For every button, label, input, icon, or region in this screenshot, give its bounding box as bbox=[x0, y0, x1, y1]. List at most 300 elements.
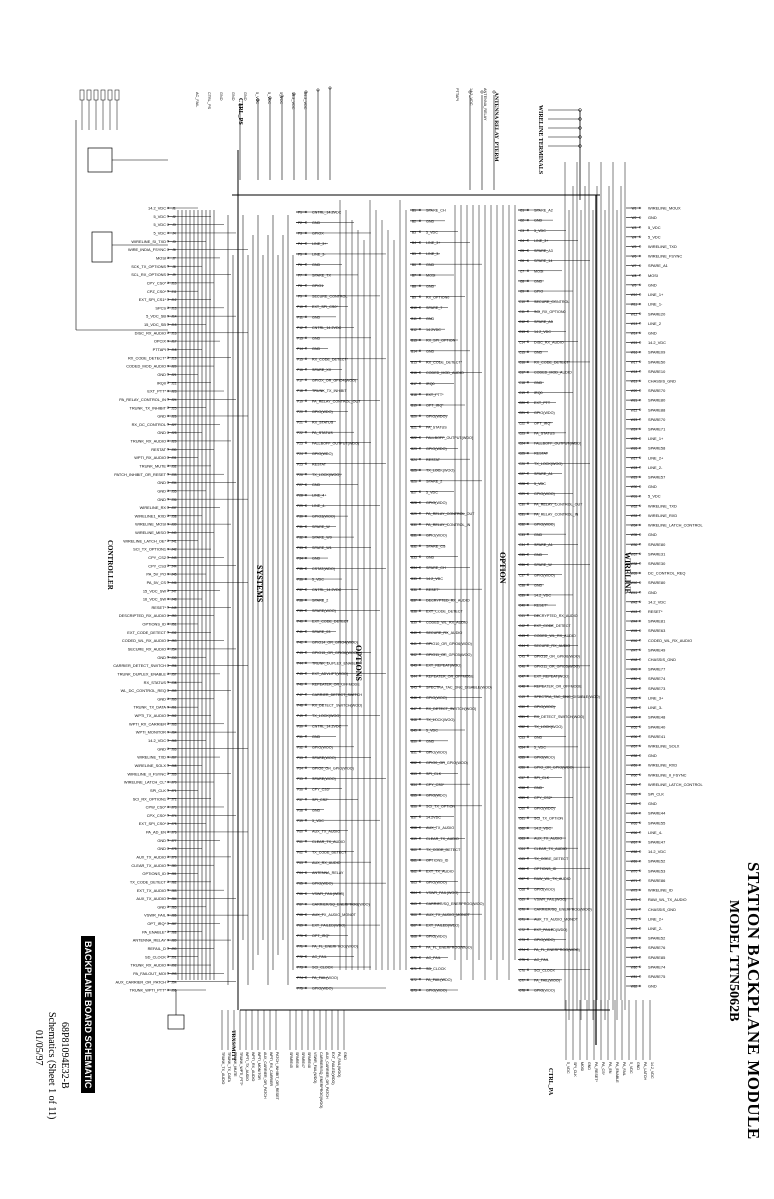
controller-pin-number: J72 bbox=[171, 797, 177, 802]
options-pin-number: B15 bbox=[411, 360, 417, 365]
options-pin-label: TX_LOCK(WOO) bbox=[426, 717, 455, 722]
systems-pin-number: P66 bbox=[297, 892, 303, 897]
systems-pin-number: P33 bbox=[297, 546, 303, 551]
controller-pin-number: J83 bbox=[171, 888, 177, 893]
option-pin-label: PA_RELAY_CONTROL_IN bbox=[534, 512, 579, 517]
systems-pin-number: P40 bbox=[297, 619, 303, 624]
controller-pin-number: J29 bbox=[171, 439, 177, 444]
controller-pin-label: SCL_RX_OPTIONS bbox=[131, 272, 166, 278]
controller-pin-number: J2 bbox=[172, 214, 176, 219]
systems-pin-label: FALLBOFF_OUTPUT(WDO) bbox=[312, 441, 360, 446]
systems-pin-label: EXT_SPI_CS0* bbox=[312, 304, 338, 309]
wireline-pin-label: GND bbox=[648, 589, 657, 595]
transmit-right-pin-label: PA_FAIL(WOO) bbox=[337, 1052, 341, 1078]
wireline-pin-label: WIRELINE_MOUX bbox=[648, 205, 681, 211]
wireline-pin-number: W13 bbox=[630, 321, 638, 326]
controller-pin-label: CPZ_CS0* bbox=[146, 288, 166, 294]
transmit-pin-label: TRUNK_MUTE bbox=[233, 1052, 237, 1077]
systems-pin-label: SPARE_XX bbox=[312, 367, 332, 372]
controller-pin-label: 14.2_VDC bbox=[148, 205, 166, 211]
wireline-pin-number: W72 bbox=[630, 888, 638, 893]
systems-pin-number: P47 bbox=[297, 692, 303, 697]
wireline-pin-label: SPARE71 bbox=[648, 426, 666, 432]
systems-pin-number: P27 bbox=[297, 483, 303, 488]
section-label-controller: CONTROLLER bbox=[106, 540, 114, 590]
transmit-right-pin-label: GND bbox=[343, 1052, 347, 1060]
options-pin-label: CODED_WL_RX_AUDIO bbox=[426, 620, 468, 625]
systems-pin-label: RX_STATUS bbox=[312, 420, 334, 425]
systems-pin-label: LINE_4+ bbox=[312, 493, 327, 498]
wireline-pin-number: W44 bbox=[630, 619, 638, 624]
wireline-pin-label: SPARE73 bbox=[648, 685, 666, 691]
systems-pin-number: P19 bbox=[297, 399, 303, 404]
option-pin-label: GPIO(WDO) bbox=[534, 411, 555, 416]
controller-pin-label: GND bbox=[157, 496, 166, 502]
options-pin-number: B53 bbox=[411, 771, 417, 776]
options-pin-label: TX_LOCK(WOO) bbox=[426, 468, 455, 473]
controller-pin-number: J48 bbox=[171, 597, 177, 602]
options-pin-number: B23 bbox=[411, 446, 417, 451]
systems-pin-number: P59 bbox=[297, 818, 303, 823]
controller-pin-number: J7 bbox=[172, 256, 176, 261]
options-pin-label: SPECTRA_TAC_DNC_DISABLE(WOO) bbox=[426, 685, 492, 690]
systems-pin-number: P32 bbox=[297, 535, 303, 540]
controller-pin-label: RX_DC_CONTROL bbox=[131, 421, 166, 427]
transmit-right-pin-label: SPARE47 bbox=[301, 1052, 305, 1068]
options-pin-number: B11 bbox=[411, 316, 417, 321]
systems-pin-label: GND bbox=[312, 734, 321, 739]
systems-pin-label: GPIO15_OR_GPIO6(WOO) bbox=[312, 651, 358, 656]
option-pin-number: C73 bbox=[519, 937, 525, 942]
controller-pin-number: J35 bbox=[171, 489, 177, 494]
option-pin-number: C47 bbox=[519, 674, 525, 679]
transmit-pin-label: AUX_CARRIER_OR_PATCH bbox=[263, 1052, 267, 1099]
systems-pin-label: CNTRL_14.2VDC bbox=[312, 325, 342, 330]
option-pin-label: GND bbox=[534, 218, 543, 223]
options-pin-number: B40 bbox=[411, 631, 417, 636]
option-pin-label: PA_STATUS bbox=[534, 431, 555, 436]
wireline-pin-label: SPARE81 bbox=[648, 618, 666, 624]
controller-pin-number: J69 bbox=[171, 772, 177, 777]
option-pin-label: SCI_CLOCK bbox=[534, 968, 555, 973]
controller-pin-label: TRUNK_RX_AUDIO bbox=[130, 962, 166, 968]
option-pin-number: C16 bbox=[519, 360, 525, 365]
controller-pin-number: J6 bbox=[172, 248, 176, 253]
controller-pin-label: WIRELINE_LATCH_CL* bbox=[123, 779, 166, 785]
option-pin-label: OPTIONS_ID bbox=[534, 867, 557, 872]
option-pin-label: GPIO(WOO) bbox=[534, 492, 555, 497]
controller-pin-number: J66 bbox=[171, 747, 177, 752]
controller-pin-number: J95 bbox=[171, 988, 177, 993]
options-pin-label: GND bbox=[426, 262, 435, 267]
options-pin-label: CPY_CS0* bbox=[426, 782, 445, 787]
option-pin-label: CODED_WL_RX_AUDIO bbox=[534, 634, 576, 639]
options-pin-label: EXT_PTT* bbox=[426, 392, 444, 397]
options-pin-label: OPTIONS_ID bbox=[426, 858, 449, 863]
ctrl-pa-pin-label: PA_FAIL bbox=[622, 1062, 626, 1076]
options-pin-number: B19 bbox=[411, 403, 417, 408]
option-pin-number: C24 bbox=[519, 441, 525, 446]
controller-pin-label: 15_VDC_SW bbox=[142, 588, 166, 594]
options-pin-number: B65 bbox=[411, 901, 417, 906]
controller-pin-label: WIRELINE1_RXD bbox=[134, 513, 166, 519]
controller-pin-number: J21 bbox=[171, 372, 177, 377]
systems-pin-label: GPIO(WDO) bbox=[312, 451, 333, 456]
option-pin-number: C26 bbox=[519, 461, 525, 466]
option-pin-number: C14 bbox=[519, 340, 525, 345]
controller-pin-label: EXT_CODE_DETECT bbox=[127, 629, 166, 635]
wireline-pin-label: SPARE88 bbox=[648, 407, 666, 413]
controller-pin-label: EXT_PTT* bbox=[147, 388, 166, 394]
ctrl-ps-pin-label: AC_FAIL bbox=[195, 92, 199, 108]
option-pin-label: GND bbox=[534, 735, 543, 740]
options-pin-label: GND bbox=[426, 316, 435, 321]
systems-pin-number: P45 bbox=[297, 672, 303, 677]
options-pin-label: RESET* bbox=[426, 587, 440, 592]
wireline-pin-number: W48 bbox=[630, 658, 638, 663]
wireline-pin-number: W26 bbox=[630, 446, 638, 451]
options-pin-number: B1 bbox=[412, 208, 416, 213]
controller-pin-number: J52 bbox=[171, 630, 177, 635]
ctrl-ps-pin-label: 5_VDC bbox=[255, 92, 259, 105]
systems-pin-label: SPARE(WOO) bbox=[312, 609, 336, 614]
wireline-pin-label: LINE_2- bbox=[648, 464, 663, 470]
options-pin-number: B47 bbox=[411, 706, 417, 711]
wireline-pin-number: W49 bbox=[630, 667, 638, 672]
option-pin-number: C15 bbox=[519, 350, 525, 355]
systems-pin-label: GPIO(WOO) bbox=[312, 745, 333, 750]
wireline-pin-label: SPARE70 bbox=[648, 388, 666, 394]
controller-pin-number: J20 bbox=[171, 364, 177, 369]
systems-pin-number: P9 bbox=[298, 294, 302, 299]
option-pin-number: C21 bbox=[519, 411, 525, 416]
option-pin-label: GND bbox=[534, 786, 543, 791]
systems-pin-label: GND bbox=[312, 808, 321, 813]
options-pin-number: B10 bbox=[411, 306, 417, 311]
option-pin-number: C22 bbox=[519, 421, 525, 426]
controller-pin-label: CODED_MOD_AUDIO bbox=[126, 363, 166, 369]
controller-pin-number: J38 bbox=[171, 514, 177, 519]
option-pin-label: SPARE_14 bbox=[534, 259, 553, 264]
wireline-pin-label: GND bbox=[648, 801, 657, 807]
wireline-pin-label: SPARE85 bbox=[648, 954, 666, 960]
controller-pin-label: WPTI_RX_CARRIER bbox=[129, 721, 166, 727]
transmit-pin-label: WPTI_RX_AUDIO bbox=[251, 1052, 255, 1082]
option-pin-number: C58 bbox=[519, 786, 525, 791]
systems-pin-label: GND bbox=[312, 336, 321, 341]
controller-pin-label: 15_VDC_SB bbox=[143, 322, 166, 328]
wireline-pin-label: SPARE52 bbox=[648, 858, 666, 864]
controller-pin-label: DISC_RX_AUDIO bbox=[134, 330, 166, 336]
controller-pin-number: J87 bbox=[171, 922, 177, 927]
options-pin-number: B64 bbox=[411, 891, 417, 896]
controller-pin-number: J42 bbox=[171, 547, 177, 552]
wireline-pin-number: W51 bbox=[630, 686, 638, 691]
options-pin-label: GPIO(WDO) bbox=[426, 793, 447, 798]
controller-pin-label: SCK_TX_OPTIONS bbox=[131, 263, 166, 269]
systems-pin-label: EXT_ADVLIFT(WOO) bbox=[312, 672, 349, 677]
options-pin-label: GND bbox=[426, 739, 435, 744]
controller-pin-label: WIRELINE_LATCH_OE* bbox=[123, 538, 166, 544]
wireline-pin-number: W61 bbox=[630, 782, 638, 787]
wireline-pin-number: W12 bbox=[630, 312, 638, 317]
systems-pin-number: P17 bbox=[297, 378, 303, 383]
wireline-pin-label: MOSI bbox=[648, 272, 658, 278]
option-pin-number: C54 bbox=[519, 745, 525, 750]
option-pin-number: C67 bbox=[519, 877, 525, 882]
options-pin-label: 5_VDC bbox=[426, 230, 438, 235]
controller-pin-number: J16 bbox=[171, 331, 177, 336]
controller-pin-number: J46 bbox=[171, 580, 177, 585]
option-pin-number: C34 bbox=[519, 542, 525, 547]
options-pin-label: EXT_REPEAT(WOO) bbox=[426, 663, 462, 668]
options-pin-number: B3 bbox=[412, 230, 416, 235]
option-pin-label: GPIO(WDO) bbox=[534, 806, 555, 811]
wireline-pin-number: W16 bbox=[630, 350, 638, 355]
wireline-pin-number: W55 bbox=[630, 725, 638, 730]
options-pin-label: GPIO(WOO) bbox=[426, 988, 447, 993]
options-pin-number: B45 bbox=[411, 685, 417, 690]
systems-pin-number: P16 bbox=[297, 367, 303, 372]
option-pin-number: C35 bbox=[519, 553, 525, 558]
wireline-pin-number: W17 bbox=[630, 360, 638, 365]
options-pin-label: 5_VDC bbox=[426, 728, 438, 733]
options-pin-number: B71 bbox=[411, 966, 417, 971]
options-pin-number: B30 bbox=[411, 522, 417, 527]
systems-pin-number: P10 bbox=[297, 304, 303, 309]
options-pin-number: B54 bbox=[411, 782, 417, 787]
controller-pin-number: J75 bbox=[171, 822, 177, 827]
options-pin-number: B13 bbox=[411, 338, 417, 343]
option-pin-label: GND bbox=[534, 279, 543, 284]
controller-pin-label: EXT_TX_AUDIO bbox=[136, 887, 166, 893]
controller-pin-number: J14 bbox=[171, 314, 177, 319]
ctrl-ps-pin-label: 5_VDC bbox=[267, 92, 271, 105]
systems-pin-label: PA_RELAY_CONTROL_OUT bbox=[312, 399, 361, 404]
wireline-pin-number: W38 bbox=[630, 561, 638, 566]
wireline-pin-label: SPARE40 bbox=[648, 724, 666, 730]
controller-pin-label: PTTAPI bbox=[152, 347, 166, 353]
systems-pin-label: SPARE(WOO) bbox=[312, 776, 336, 781]
wireline-pin-label: 5_VDC bbox=[648, 234, 661, 240]
page-title: STATION BACKPLANE MODULE bbox=[744, 862, 763, 1140]
wireline-pin-label: WIRELINE_LATCH_CONTROL bbox=[648, 522, 703, 528]
systems-pin-number: P48 bbox=[297, 703, 303, 708]
option-pin-number: C37 bbox=[519, 573, 525, 578]
options-pin-number: B27 bbox=[411, 490, 417, 495]
controller-pin-number: J58 bbox=[171, 680, 177, 685]
systems-pin-number: P75 bbox=[297, 986, 303, 991]
systems-pin-number: P73 bbox=[297, 965, 303, 970]
options-pin-number: B60 bbox=[411, 847, 417, 852]
option-pin-number: C46 bbox=[519, 664, 525, 669]
wireline-pin-label: SPARE10 bbox=[648, 368, 666, 374]
controller-pin-number: J60 bbox=[171, 697, 177, 702]
controller-pin-label: WIRELINE_SI_TXD bbox=[131, 238, 166, 244]
systems-pin-label: SECURE_CONTROL bbox=[312, 294, 348, 299]
wireline-pin-number: W2 bbox=[631, 216, 637, 221]
controller-pin-number: J18 bbox=[171, 348, 177, 353]
wireline-pin-number: W79 bbox=[630, 955, 638, 960]
wireline-pin-number: W53 bbox=[630, 706, 638, 711]
options-pin-label: CODED_MOD_AUDIO bbox=[426, 371, 464, 376]
options-pin-number: B31 bbox=[411, 533, 417, 538]
wireline-pin-number: W11 bbox=[630, 302, 638, 307]
wireline-pin-label: SPARE50 bbox=[648, 359, 666, 365]
wireline-pin-number: W76 bbox=[630, 926, 638, 931]
options-pin-label: SPARE_CH bbox=[426, 208, 446, 213]
options-pin-label: PA_RELAY_CONTROL_OUT bbox=[426, 511, 475, 516]
option-pin-label: CARRIER/SQ_ENERPROG(WOO) bbox=[534, 907, 592, 912]
option-pin-label: AUX_TX_AUDIO bbox=[534, 836, 563, 841]
option-pin-label: GPIO(WOO) bbox=[534, 887, 555, 892]
systems-pin-number: P63 bbox=[297, 860, 303, 865]
wireline-pin-number: W66 bbox=[630, 830, 638, 835]
wireline-pin-label: SPARE41 bbox=[648, 733, 666, 739]
options-pin-number: B5 bbox=[412, 251, 416, 256]
options-pin-label: EXT_TX_AUDIO bbox=[426, 869, 454, 874]
options-pin-label: GPIO(WDO) bbox=[426, 414, 447, 419]
systems-pin-number: P71 bbox=[297, 944, 303, 949]
wireline-pin-number: W3 bbox=[631, 225, 637, 230]
systems-pin-label: GND bbox=[312, 263, 321, 268]
wireline-pin-label: SPI_CLK bbox=[648, 791, 665, 797]
option-pin-number: C52 bbox=[519, 725, 525, 730]
systems-pin-number: P44 bbox=[297, 661, 303, 666]
ctrl-pa-pin-label: PA_LATCH bbox=[643, 1062, 647, 1081]
controller-pin-label: WIRE_INDIA_FSYNC bbox=[127, 247, 166, 253]
systems-pin-number: P13 bbox=[297, 336, 303, 341]
controller-pin-label: EXT_SPI_CS1* bbox=[138, 297, 166, 303]
wireline-pin-number: W10 bbox=[630, 293, 638, 298]
systems-pin-number: P69 bbox=[297, 923, 303, 928]
systems-pin-number: P2 bbox=[298, 221, 302, 226]
ctrl-ps-pin-label: GND bbox=[219, 92, 223, 101]
controller-pin-number: J3 bbox=[172, 223, 176, 228]
controller-pin-number: J1 bbox=[172, 206, 176, 211]
wireline-pin-label: SPARE63 bbox=[648, 628, 666, 634]
controller-pin-label: CARRIER_DETECT_SWITCH bbox=[113, 663, 166, 669]
options-pin-label: AUX_TX_AUDIO_MONOT bbox=[426, 912, 470, 917]
transmit-pin-label: WPTI_RX_CARRIER bbox=[269, 1052, 273, 1087]
systems-pin-label: CPY_CS3* bbox=[312, 787, 331, 792]
wireline-pin-label: SPARE80 bbox=[648, 580, 666, 586]
controller-pin-label: GND bbox=[157, 746, 166, 752]
systems-pin-number: P24 bbox=[297, 451, 303, 456]
option-pin-number: C53 bbox=[519, 735, 525, 740]
controller-pin-label: WIRELINE_MISO bbox=[135, 530, 166, 536]
wireline-pin-number: W64 bbox=[630, 811, 638, 816]
controller-pin-label: TRUNK_MUTE bbox=[139, 463, 166, 469]
systems-pin-number: P8 bbox=[298, 284, 302, 289]
options-pin-number: B24 bbox=[411, 457, 417, 462]
wireline-pin-label: WIRELINE_ID bbox=[648, 887, 673, 893]
option-pin-label: GPIO11_OR_GPIO5(WOO) bbox=[534, 664, 580, 669]
option-pin-number: C68 bbox=[519, 887, 525, 892]
option-pin-label: CODED_MOD_AUDIO bbox=[534, 370, 572, 375]
systems-pin-number: P18 bbox=[297, 388, 303, 393]
controller-pin-label: MOSI bbox=[156, 255, 166, 261]
options-pin-label: SPARE_CH bbox=[426, 566, 446, 571]
wireline-pin-number: W75 bbox=[630, 917, 638, 922]
option-pin-label: IRQ0 bbox=[534, 390, 543, 395]
section-label-antenna-relay: ANTENNA RELAY_PTERM bbox=[493, 92, 499, 162]
option-pin-number: C33 bbox=[519, 532, 525, 537]
option-pin-number: C3 bbox=[519, 228, 525, 233]
transmit-right-pin-label: AUX_CARRIER_OR_PATCH bbox=[325, 1052, 329, 1099]
option-pin-number: C39 bbox=[519, 593, 525, 598]
systems-pin-number: P36 bbox=[297, 577, 303, 582]
wireline-pin-number: W43 bbox=[630, 610, 638, 615]
controller-pin-number: J49 bbox=[171, 605, 177, 610]
wireline-pin-label: SPARE77 bbox=[648, 666, 666, 672]
option-pin-label: SPARE_W bbox=[534, 563, 552, 568]
wireline-pin-label: CODED_WL_RX_AUDIO bbox=[648, 637, 693, 643]
systems-pin-label: SPARE_03 bbox=[312, 630, 331, 635]
options-pin-label: GPIO10_OR_GPIO6(WOO) bbox=[426, 641, 472, 646]
controller-pin-number: J43 bbox=[171, 556, 177, 561]
ctrl-ps-pin-label: 14.2_VDC bbox=[291, 92, 295, 110]
transmit-pin-label: TRUNK_TX_DATA bbox=[227, 1052, 231, 1083]
option-pin-number: C70 bbox=[519, 907, 525, 912]
wireline-pin-number: W31 bbox=[630, 494, 638, 499]
option-pin-number: C10 bbox=[519, 299, 525, 304]
systems-pin-label: LINE_4- bbox=[312, 504, 326, 509]
systems-pin-number: P11 bbox=[297, 315, 303, 320]
wireline-pin-number: W52 bbox=[630, 696, 638, 701]
systems-pin-label: GPIO(WDO) bbox=[312, 409, 333, 414]
options-pin-number: B33 bbox=[411, 555, 417, 560]
controller-pin-number: J55 bbox=[171, 655, 177, 660]
controller-pin-number: J47 bbox=[171, 589, 177, 594]
controller-pin-label: RX_CODE_DETECT* bbox=[127, 355, 166, 361]
controller-pin-label: AUX_TX_AUDIO bbox=[136, 896, 166, 902]
option-pin-number: C19 bbox=[519, 390, 525, 395]
board-schematic-label: BACKPLANE BOARD SCHEMATIC bbox=[81, 936, 95, 1093]
systems-pin-number: P37 bbox=[297, 588, 303, 593]
controller-pin-number: J59 bbox=[171, 689, 177, 694]
option-pin-number: C17 bbox=[519, 370, 525, 375]
options-pin-label: PA_FAIL(WDO) bbox=[426, 977, 452, 982]
wireline-pin-number: W1 bbox=[631, 206, 637, 211]
antenna-pin-label: ANTENNA_RELAY bbox=[483, 88, 487, 121]
options-pin-number: B50 bbox=[411, 739, 417, 744]
option-pin-label: EXT_REPEAT(WOO) bbox=[534, 674, 570, 679]
controller-pin-label: GND bbox=[157, 837, 166, 843]
systems-pin-number: P26 bbox=[297, 472, 303, 477]
systems-pin-label: PA_FAIL(WOO) bbox=[312, 976, 338, 981]
controller-pin-label: RX_STATUS bbox=[143, 679, 166, 685]
wireline-pin-label: SPARE74 bbox=[648, 676, 666, 682]
wireline-pin-label: SPARE80 bbox=[648, 541, 666, 547]
controller-pin-number: J28 bbox=[171, 431, 177, 436]
controller-pin-number: J50 bbox=[171, 614, 177, 619]
systems-pin-number: P20 bbox=[297, 409, 303, 414]
systems-pin-number: P61 bbox=[297, 839, 303, 844]
wireline-pin-number: W46 bbox=[630, 638, 638, 643]
systems-pin-number: P74 bbox=[297, 976, 303, 981]
wireline-pin-number: W80 bbox=[630, 965, 638, 970]
controller-pin-number: J61 bbox=[171, 705, 177, 710]
wireline-pin-number: W18 bbox=[630, 369, 638, 374]
systems-pin-label: CARRIER_DETECT_SWITCH bbox=[312, 692, 362, 697]
options-pin-number: B32 bbox=[411, 544, 417, 549]
option-pin-number: C64 bbox=[519, 846, 525, 851]
option-pin-label: GPIO(WOO) bbox=[534, 755, 555, 760]
controller-pin-label: AUX_CARRIER_OR_PATCH bbox=[115, 979, 166, 985]
controller-pin-number: J94 bbox=[171, 980, 177, 985]
options-pin-number: B36 bbox=[411, 587, 417, 592]
